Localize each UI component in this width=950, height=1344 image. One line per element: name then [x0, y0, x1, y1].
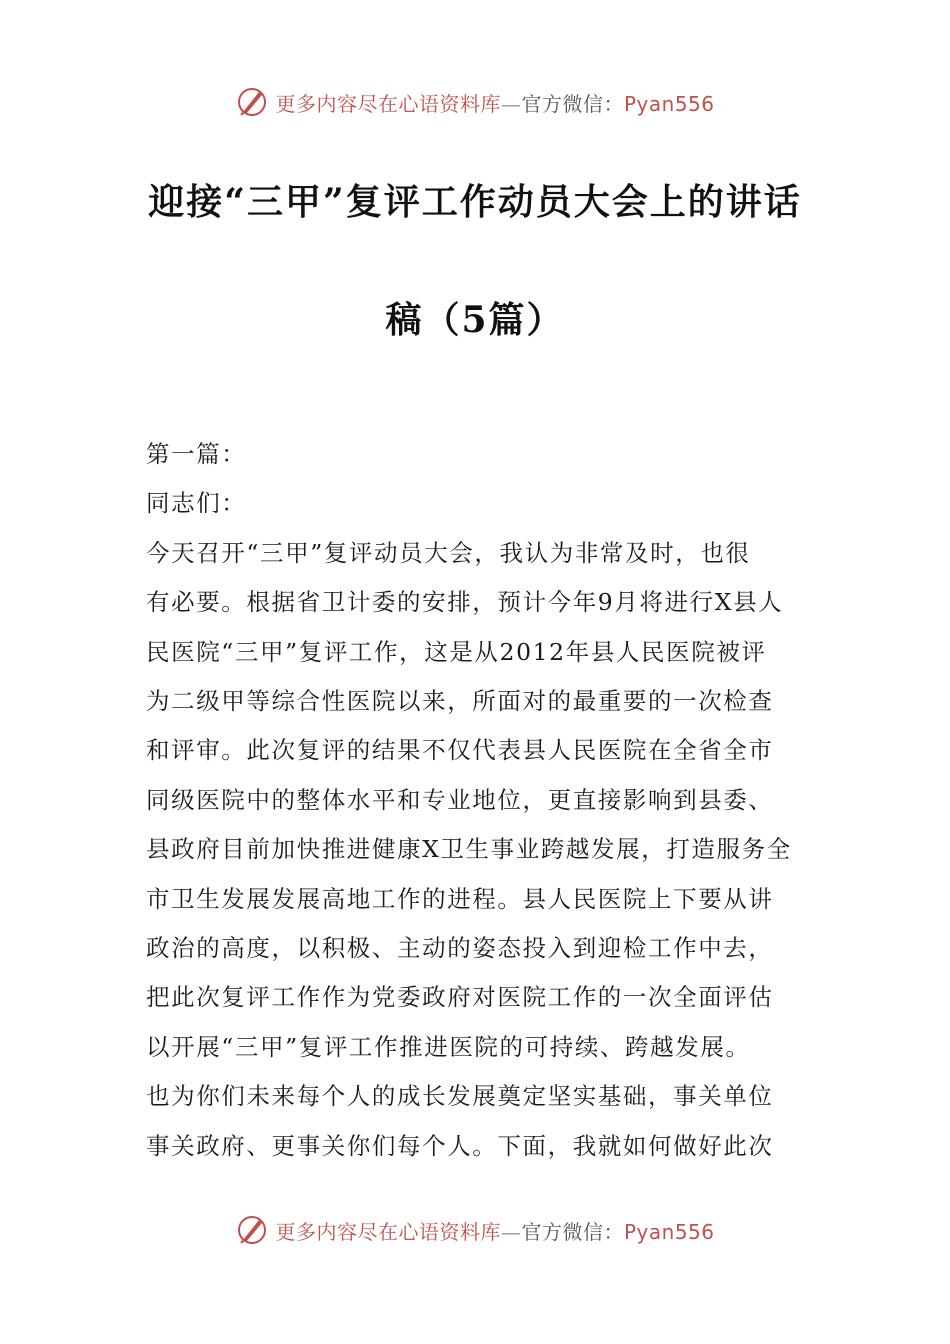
watermark-dash: —: [500, 91, 522, 116]
quill-pen-icon: [235, 85, 269, 119]
watermark-dash: —: [500, 1219, 522, 1244]
quill-pen-icon: [235, 1213, 269, 1247]
watermark-official: 官方微信：: [521, 1219, 624, 1244]
watermark-text: [275, 1216, 714, 1245]
watermark-brand: 更多内容尽在心语资料库: [275, 91, 501, 116]
watermark-wechat-id: Pyan556: [623, 1219, 715, 1244]
document-title-line-2: 稿（5篇）: [385, 299, 565, 341]
watermark-text: [275, 88, 714, 117]
watermark-wechat-id: Pyan556: [623, 91, 715, 116]
watermark-official: 官方微信：: [521, 91, 624, 116]
body-paragraph: 今天召开“三甲”复评动员大会，我认为非常及时，也很 有必要。根据省卫计委的安排，预计今年9月将进行X县人 民医院“三甲”复评工作，这是从2012年县人民医院被评 为二级甲等综合性医院以来，所面对的最重要的一次检查 和评审。此次复评的结果不仅代表县人民医院在全省全市 同级医院中的整体水平和专业地位，更直接影响到县委、 县政府目前加快推进健康X卫生事业跨越发展，打造服务全 市卫生发展发展高地工作的进程。县人民医院上下要从讲 政治的高度，以积极、主动的姿态投入到迎检工作中去， 把此次复评工作作为党委政府对医院工作的一次全面评估 以开展“三甲”复评工作推进医院的可持续、跨越发展。 也为你们未来每个人的成长发展奠定坚实基础，事关单位 事关政府、更事关你们每个人。下面，我就如何做好此次: [146, 538, 792, 1160]
header-watermark: [0, 82, 950, 122]
footer-watermark: [0, 1210, 950, 1250]
section-label: 第一篇：: [146, 440, 247, 468]
salutation: 同志们：: [146, 489, 247, 518]
document-title-line-1: 迎接“三甲”复评工作动员大会上的讲话: [148, 181, 802, 223]
document-body: [146, 430, 810, 1171]
watermark-brand: 更多内容尽在心语资料库: [275, 1219, 501, 1244]
